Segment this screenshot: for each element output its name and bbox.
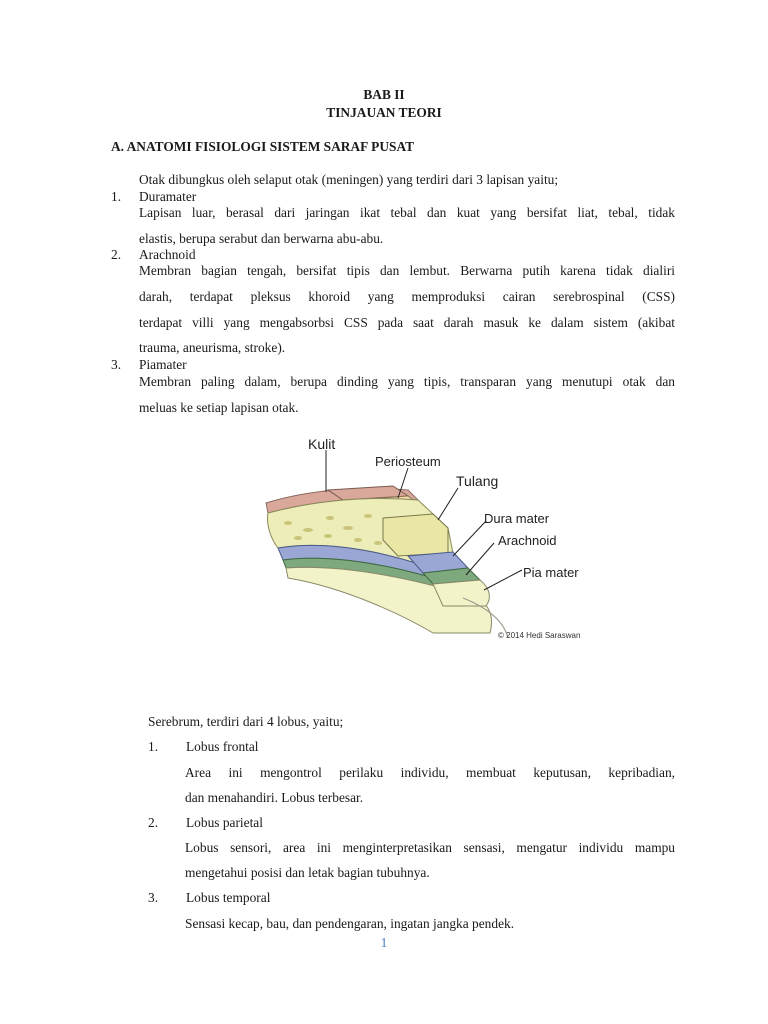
label-tulang: Tulang	[456, 473, 499, 489]
layer-description-line: Membran bagian tengah, bersifat tipis dan lembut. Berwarna putih karena tidak dialiri	[139, 263, 675, 278]
tulang-block-icon	[383, 514, 448, 556]
pia-block-icon	[433, 580, 489, 606]
list-number: 3.	[111, 357, 122, 372]
lobe-name-frontal: Lobus frontal	[186, 739, 259, 754]
list-number: 1.	[111, 189, 122, 204]
chapter-title: TINJAUAN TEORI	[326, 105, 442, 120]
lobe-description-line: dan menahandiri. Lobus terbesar.	[185, 790, 364, 805]
list-number: 2.	[148, 815, 159, 830]
label-pia-mater: Pia mater	[523, 565, 579, 580]
layer-description-line: darah, terdapat pleksus khoroid yang memproduksi cairan serebrospinal (CSS)	[139, 289, 675, 304]
chapter-number: BAB II	[363, 87, 405, 102]
layer-description-line: meluas ke setiap lapisan otak.	[139, 400, 299, 415]
list-number: 2.	[111, 247, 122, 262]
list-number: 3.	[148, 890, 159, 905]
layer-description-line: terdapat villi yang mengabsorbsi CSS pada saat darah masuk ke dalam sistem (akibat	[139, 315, 675, 330]
list-number: 1.	[148, 739, 159, 754]
layer-description-line: Lapisan luar, berasal dari jaringan ikat tebal dan kuat yang bersifat liat, tebal, tidak	[139, 205, 675, 220]
lobe-name-parietal: Lobus parietal	[186, 815, 263, 830]
section-heading: A. ANATOMI FISIOLOGI SISTEM SARAF PUSAT	[111, 139, 415, 154]
lobe-name-temporal: Lobus temporal	[186, 890, 271, 905]
lobe-description-line: Sensasi kecap, bau, dan pendengaran, ingatan jangka pendek.	[185, 916, 515, 931]
label-periosteum: Periosteum	[375, 454, 441, 469]
layer-description-line: Membran paling dalam, berupa dinding yang tipis, transparan yang menutupi otak dan	[139, 374, 675, 389]
label-dura-mater: Dura mater	[484, 511, 550, 526]
figure-credit: © 2014 Hedi Saraswan	[498, 631, 581, 640]
layer-name-piamater: Piamater	[139, 357, 187, 372]
lobe-description-line: Lobus sensori, area ini menginterpretasikan sensasi, mengatur individu mampu	[185, 840, 675, 855]
label-arachnoid: Arachnoid	[498, 533, 557, 548]
cerebrum-intro: Serebrum, terdiri dari 4 lobus, yaitu;	[148, 714, 344, 729]
meninges-intro: Otak dibungkus oleh selaput otak (meningen) yang terdiri dari 3 lapisan yaitu;	[139, 172, 559, 187]
meninges-layers-figure	[258, 428, 610, 644]
page-number: 1	[380, 935, 388, 950]
layer-name-duramater: Duramater	[139, 189, 197, 204]
layer-name-arachnoid: Arachnoid	[139, 247, 196, 262]
layer-description-line: elastis, berupa serabut dan berwarna abu-abu.	[139, 231, 384, 246]
lobe-description-line: Area ini mengontrol perilaku individu, membuat keputusan, kepribadian,	[185, 765, 675, 780]
layer-description-line: trauma, aneurisma, stroke).	[139, 340, 286, 355]
label-kulit: Kulit	[308, 436, 336, 452]
lobe-description-line: mengetahui posisi dan letak bagian tubuhnya.	[185, 865, 430, 880]
